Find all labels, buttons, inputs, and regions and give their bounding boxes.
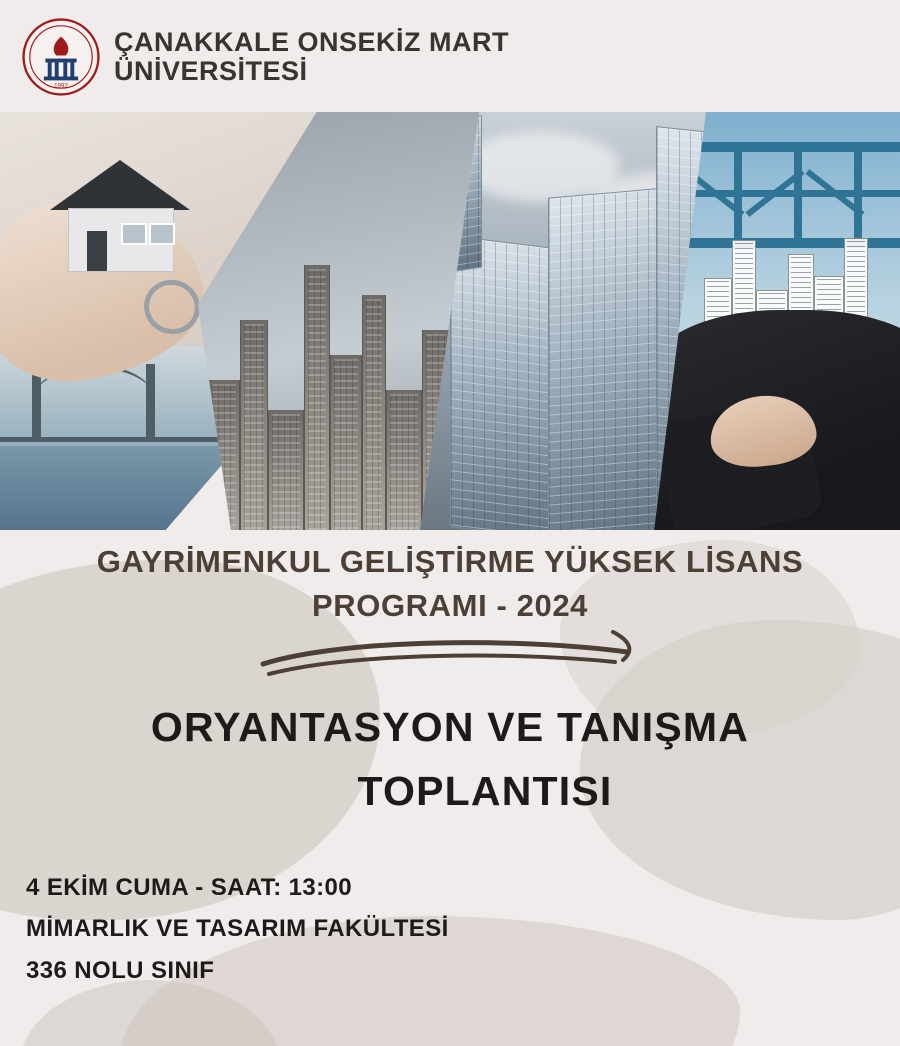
- photo3-glass-tower: [450, 235, 562, 530]
- svg-text:1992: 1992: [54, 82, 68, 90]
- event-title: [0, 696, 900, 823]
- photo1-house-window: [149, 223, 175, 245]
- university-logo-icon: [22, 18, 100, 96]
- photo1-house-window: [121, 223, 147, 245]
- swoosh-divider-icon: [255, 630, 645, 682]
- university-name: [114, 28, 509, 86]
- photo2-building: [386, 390, 422, 530]
- event-title-line1: ORYANTASYON VE TANIŞMA: [150, 704, 750, 751]
- event-details: [0, 867, 900, 991]
- image-collage: [0, 112, 900, 530]
- photo2-building: [268, 410, 304, 530]
- poster-content: [0, 540, 900, 991]
- program-title: [0, 540, 900, 628]
- photo2-building: [304, 265, 330, 530]
- photo2-building: [240, 320, 268, 530]
- poster-header: [22, 18, 509, 96]
- photo1-house-body: [68, 208, 174, 272]
- university-name-line2: ÜNİVERSİTESİ: [114, 56, 308, 87]
- event-title-line2: TOPLANTISI: [357, 767, 613, 814]
- event-room: 336 NOLU SINIF: [26, 956, 215, 984]
- photo1-model-house: [50, 160, 190, 280]
- photo2-building: [330, 355, 362, 530]
- photo2-building: [362, 295, 386, 530]
- event-date-time: 4 EKİM CUMA - SAAT: 13:00: [26, 874, 353, 902]
- photo1-house-door: [87, 231, 107, 271]
- photo1-house-roof: [50, 160, 190, 210]
- program-title-line1: GAYRİMENKUL GELİŞTİRME YÜKSEK LİSANS: [96, 544, 804, 579]
- university-name-line1: ÇANAKKALE ONSEKİZ MART: [114, 27, 509, 57]
- program-title-line2: PROGRAMI - 2024: [311, 588, 588, 624]
- event-faculty: MİMARLIK VE TASARIM FAKÜLTESİ: [26, 915, 449, 943]
